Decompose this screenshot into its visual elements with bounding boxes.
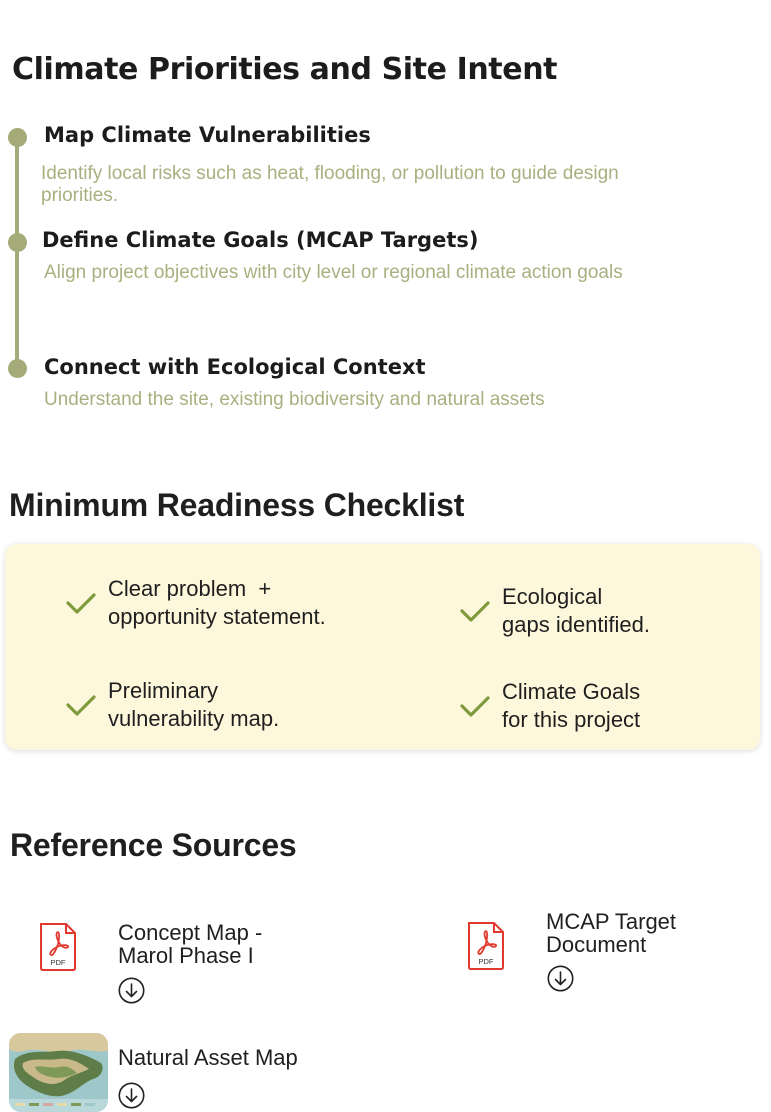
reference-title-natural-asset-map[interactable]: Natural Asset Map	[118, 1045, 298, 1070]
pdf-icon[interactable]	[38, 923, 78, 971]
step-description: Align project objectives with city level or regional climate action goals	[44, 262, 623, 283]
pdf-icon[interactable]	[466, 922, 506, 970]
reference-title-mcap-target[interactable]: MCAP Target Document	[546, 909, 677, 957]
download-icon[interactable]	[547, 965, 574, 992]
timeline-line	[15, 137, 19, 369]
svg-text:PDF: PDF	[50, 958, 66, 967]
checklist-item: Preliminary vulnerability map.	[66, 677, 279, 733]
check-icon	[66, 591, 96, 615]
checklist-item: Clear problem + opportunity statement.	[66, 575, 326, 631]
check-icon	[460, 694, 490, 718]
step-title-map-climate-vulnerabilities: Map Climate Vulnerabilities	[44, 123, 371, 147]
reference-title-concept-map[interactable]: Concept Map - Marol Phase I	[118, 920, 263, 968]
timeline-dot	[8, 233, 27, 252]
step-title-define-climate-goals: Define Climate Goals (MCAP Targets)	[42, 228, 479, 252]
step-description: Understand the site, existing biodiversity and natural assets	[44, 389, 545, 410]
download-icon[interactable]	[118, 977, 145, 1004]
timeline-dot	[8, 128, 27, 147]
checklist-item: Climate Goals for this project	[460, 678, 640, 734]
section-title-readiness-checklist: Minimum Readiness Checklist	[9, 487, 465, 523]
check-icon	[66, 693, 96, 717]
check-icon	[460, 599, 490, 623]
svg-text:PDF: PDF	[478, 957, 494, 966]
section-title-reference-sources: Reference Sources	[10, 827, 297, 863]
step-description: Identify local risks such as heat, flooding, or pollution to guide design priorities.	[41, 163, 619, 206]
checklist-item: Ecological gaps identified.	[460, 583, 650, 639]
timeline-dot	[8, 359, 27, 378]
section-title-climate-priorities: Climate Priorities and Site Intent	[12, 52, 558, 87]
map-thumbnail[interactable]	[9, 1033, 108, 1112]
step-title-connect-ecological-context: Connect with Ecological Context	[44, 355, 426, 379]
download-icon[interactable]	[118, 1082, 145, 1109]
map-image	[9, 1033, 108, 1112]
